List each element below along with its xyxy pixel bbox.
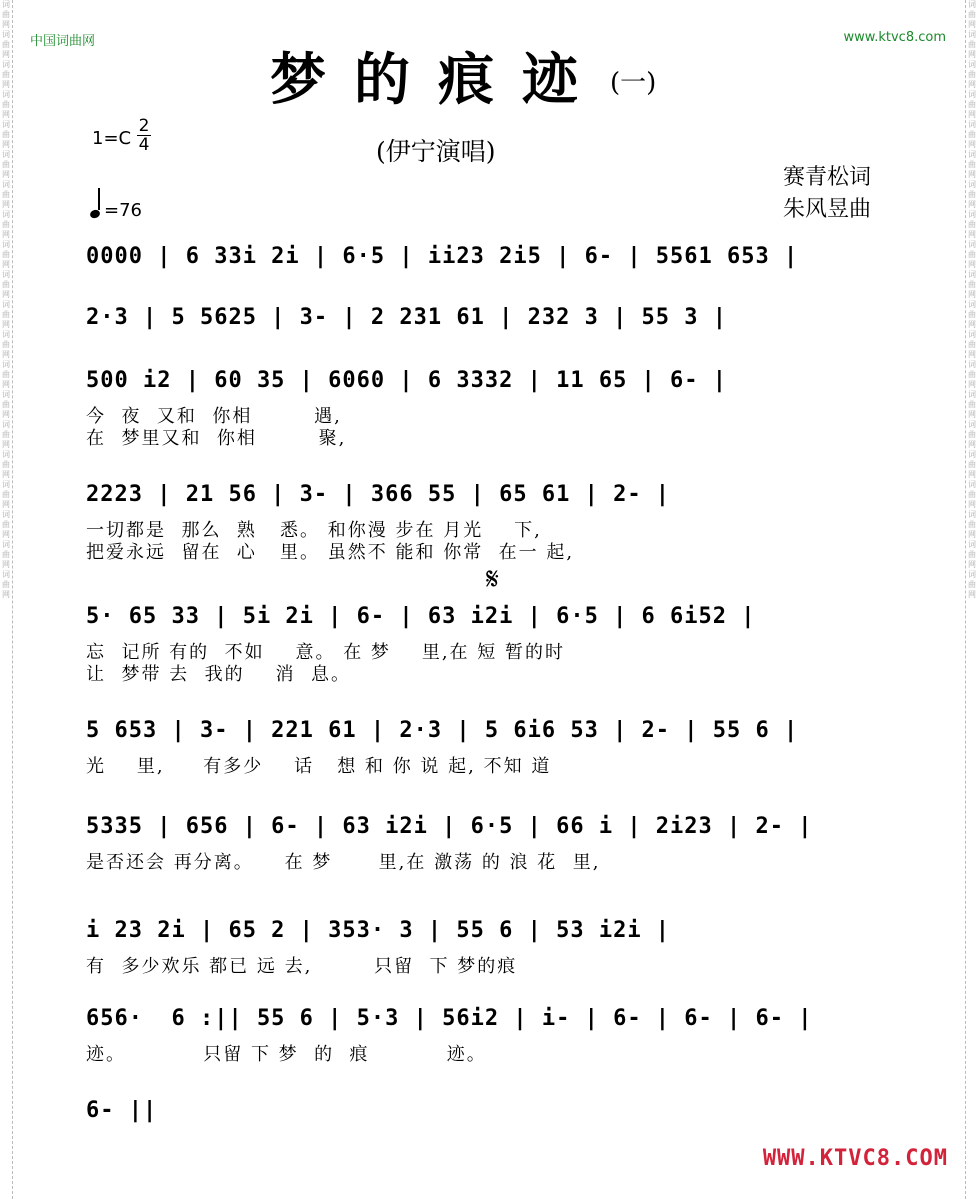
side-watermark-char: 词	[2, 90, 10, 99]
song-title: 梦的痕迹	[270, 47, 606, 113]
side-watermark-char: 网	[2, 50, 10, 59]
singer-credit: (伊宁演唱)	[376, 137, 496, 166]
side-watermark-char: 网	[2, 560, 10, 569]
side-watermark-char: 网	[2, 80, 10, 89]
side-watermark-char: 网	[968, 560, 976, 569]
side-watermark-char: 网	[2, 320, 10, 329]
side-watermark-char: 词	[2, 570, 10, 579]
side-watermark-char: 网	[968, 20, 976, 29]
side-watermark-char: 词	[2, 360, 10, 369]
side-watermark-char: 曲	[2, 550, 10, 559]
side-watermark-char: 网	[968, 110, 976, 119]
side-watermark-char: 词	[968, 450, 976, 459]
side-watermark-char: 曲	[968, 580, 976, 589]
side-watermark-char: 词	[2, 510, 10, 519]
side-watermark-char: 网	[2, 200, 10, 209]
side-watermark-char: 词	[968, 120, 976, 129]
side-watermark-char: 网	[968, 380, 976, 389]
side-watermark-char: 词	[968, 360, 976, 369]
side-watermark-char: 网	[968, 590, 976, 599]
notation-line: 500 i2 | 60 35 | 6060 | 6 3332 | 11 65 | 6- |	[86, 368, 728, 393]
side-watermark-char: 曲	[968, 400, 976, 409]
side-watermark-char: 网	[968, 290, 976, 299]
side-watermark-char: 网	[2, 590, 10, 599]
notation-line: 0000 | 6 33i 2i | 6·5 | ii23 2i5 | 6- | 5561 653 |	[86, 244, 799, 269]
side-watermark-char: 曲	[2, 130, 10, 139]
side-watermark-char: 网	[2, 350, 10, 359]
side-watermark-char: 词	[2, 30, 10, 39]
tempo-marking	[90, 194, 142, 221]
notation-line: 656· 6 :|| 55 6 | 5·3 | 56i2 | i- | 6- | 6- | 6- |	[86, 1006, 813, 1031]
side-watermark-char: 曲	[2, 280, 10, 289]
side-watermark-char: 词	[2, 0, 10, 9]
right-watermark-strip	[965, 0, 978, 1199]
side-watermark-char: 网	[2, 500, 10, 509]
side-watermark-char: 曲	[2, 580, 10, 589]
side-watermark-char: 曲	[968, 160, 976, 169]
side-watermark-char: 网	[2, 380, 10, 389]
side-watermark-char: 网	[968, 530, 976, 539]
side-watermark-char: 网	[2, 260, 10, 269]
side-watermark-char: 曲	[2, 340, 10, 349]
side-watermark-char: 词	[968, 0, 976, 9]
side-watermark-char: 网	[968, 260, 976, 269]
left-watermark-strip	[0, 0, 13, 1199]
side-watermark-char: 词	[968, 150, 976, 159]
side-watermark-char: 词	[968, 300, 976, 309]
side-watermark-char: 网	[968, 440, 976, 449]
side-watermark-char: 词	[968, 30, 976, 39]
side-watermark-char: 网	[968, 140, 976, 149]
side-watermark-char: 曲	[2, 520, 10, 529]
side-watermark-char: 词	[968, 90, 976, 99]
side-watermark-char: 词	[2, 120, 10, 129]
side-watermark-char: 网	[2, 440, 10, 449]
side-watermark-char: 曲	[968, 340, 976, 349]
side-watermark-char: 词	[2, 210, 10, 219]
side-watermark-char: 曲	[2, 40, 10, 49]
side-watermark-char: 曲	[968, 520, 976, 529]
side-watermark-char: 词	[968, 330, 976, 339]
side-watermark-char: 网	[968, 470, 976, 479]
side-watermark-char: 词	[2, 240, 10, 249]
side-watermark-char: 网	[2, 140, 10, 149]
side-watermark-char: 词	[2, 330, 10, 339]
side-watermark-char: 网	[2, 530, 10, 539]
side-watermark-char: 网	[2, 290, 10, 299]
notation-line: 2223 | 21 56 | 3- | 366 55 | 65 61 | 2- |	[86, 482, 671, 507]
side-watermark-char: 曲	[968, 430, 976, 439]
side-watermark-char: 网	[968, 170, 976, 179]
composer-credit: 朱风昱曲	[783, 197, 872, 222]
side-watermark-char: 词	[968, 270, 976, 279]
side-watermark-char: 网	[2, 470, 10, 479]
lyric-line: 把爱永远 留在 心 里。 虽然不 能和 你常 在一 起,	[86, 542, 575, 563]
lyric-line: 一切都是 那么 熟 悉。 和你漫 步在 月光 下,	[86, 520, 542, 541]
quarter-note-icon	[89, 209, 101, 220]
side-watermark-char: 网	[968, 50, 976, 59]
side-watermark-char: 曲	[968, 130, 976, 139]
side-watermark-char: 网	[968, 80, 976, 89]
side-watermark-char: 词	[968, 390, 976, 399]
lyric-line: 光 里, 有多少 话 想 和 你 说 起, 不知 道	[86, 756, 552, 777]
side-watermark-char: 网	[968, 200, 976, 209]
side-watermark-char: 词	[968, 180, 976, 189]
side-watermark-char: 曲	[968, 310, 976, 319]
side-watermark-char: 词	[968, 60, 976, 69]
lyric-line: 迹。 只留 下 梦 的 痕 迹。	[86, 1044, 487, 1065]
side-watermark-char: 网	[968, 500, 976, 509]
side-watermark-char: 网	[2, 230, 10, 239]
side-watermark-char: 网	[2, 410, 10, 419]
tempo-value: =76	[104, 200, 142, 221]
watermark-url: WWW.KTVC8.COM	[762, 1146, 948, 1171]
side-watermark-char: 曲	[968, 100, 976, 109]
lyric-line: 让 梦带 去 我的 消 息。	[86, 664, 351, 685]
site-url-right: www.ktvc8.com	[843, 30, 946, 45]
side-watermark-char: 网	[968, 350, 976, 359]
notation-line: 5335 | 656 | 6- | 63 i2i | 6·5 | 66 i | 2i23 | 2- |	[86, 814, 813, 839]
side-watermark-char: 曲	[2, 190, 10, 199]
key-signature: 1=C	[92, 128, 132, 149]
side-watermark-char: 曲	[2, 490, 10, 499]
time-signature-bottom: 4	[138, 135, 150, 155]
lyricist-credit: 赛青松词	[783, 165, 872, 190]
side-watermark-char: 曲	[968, 550, 976, 559]
side-watermark-char: 词	[2, 450, 10, 459]
side-watermark-char: 词	[2, 540, 10, 549]
site-name-left: 中国词曲网	[30, 34, 96, 49]
note-stem	[98, 188, 100, 210]
side-watermark-char: 网	[2, 20, 10, 29]
lyric-line: 在 梦里又和 你相 聚,	[86, 428, 347, 449]
lyric-line: 是否还会 再分离。 在 梦 里,在 激荡 的 浪 花 里,	[86, 852, 601, 873]
time-signature	[137, 117, 151, 154]
side-watermark-char: 曲	[2, 310, 10, 319]
side-watermark-char: 词	[2, 60, 10, 69]
side-watermark-char: 网	[2, 170, 10, 179]
side-watermark-char: 曲	[968, 280, 976, 289]
side-watermark-char: 曲	[2, 430, 10, 439]
side-watermark-char: 词	[2, 150, 10, 159]
side-watermark-char: 曲	[968, 10, 976, 19]
side-watermark-char: 曲	[2, 370, 10, 379]
side-watermark-char: 曲	[968, 40, 976, 49]
side-watermark-char: 曲	[2, 160, 10, 169]
notation-line: i 23 2i | 65 2 | 353· 3 | 55 6 | 53 i2i |	[86, 918, 671, 943]
side-watermark-char: 曲	[2, 460, 10, 469]
side-watermark-char: 网	[2, 110, 10, 119]
side-watermark-char: 网	[968, 410, 976, 419]
side-watermark-char: 词	[2, 480, 10, 489]
side-watermark-char: 曲	[2, 250, 10, 259]
side-watermark-char: 词	[968, 540, 976, 549]
side-watermark-char: 曲	[968, 460, 976, 469]
side-watermark-char: 曲	[968, 220, 976, 229]
side-watermark-char: 曲	[2, 70, 10, 79]
side-watermark-char: 曲	[2, 100, 10, 109]
segno-icon: 𝄋	[486, 562, 499, 597]
side-watermark-char: 词	[2, 300, 10, 309]
notation-line: 5 653 | 3- | 221 61 | 2·3 | 5 6i6 53 | 2- | 55 6 |	[86, 718, 799, 743]
notation-line: 2·3 | 5 5625 | 3- | 2 231 61 | 232 3 | 55 3 |	[86, 305, 728, 330]
side-watermark-char: 词	[2, 270, 10, 279]
side-watermark-char: 网	[968, 320, 976, 329]
side-watermark-char: 曲	[968, 190, 976, 199]
side-watermark-char: 词	[2, 180, 10, 189]
notation-line: 5· 65 33 | 5i 2i | 6- | 63 i2i | 6·5 | 6 6i52 |	[86, 604, 756, 629]
song-title-suffix: (一)	[610, 68, 657, 98]
lyric-line: 有 多少欢乐 都已 远 去, 只留 下 梦的痕	[86, 956, 518, 977]
notation-line: 6- ||	[86, 1098, 158, 1123]
side-watermark-char: 曲	[968, 490, 976, 499]
side-watermark-char: 曲	[968, 250, 976, 259]
side-watermark-char: 词	[968, 210, 976, 219]
lyric-line: 今 夜 又和 你相 遇,	[86, 406, 342, 427]
side-watermark-char: 曲	[2, 10, 10, 19]
side-watermark-char: 词	[968, 570, 976, 579]
side-watermark-char: 曲	[968, 70, 976, 79]
lyric-line: 忘 记所 有的 不如 意。 在 梦 里,在 短 暂的时	[86, 642, 565, 663]
side-watermark-char: 曲	[2, 220, 10, 229]
side-watermark-char: 曲	[968, 370, 976, 379]
side-watermark-char: 词	[968, 420, 976, 429]
time-signature-top: 2	[138, 116, 150, 136]
side-watermark-char: 词	[2, 390, 10, 399]
side-watermark-char: 词	[2, 420, 10, 429]
side-watermark-char: 词	[968, 240, 976, 249]
side-watermark-char: 词	[968, 510, 976, 519]
side-watermark-char: 网	[968, 230, 976, 239]
side-watermark-char: 词	[968, 480, 976, 489]
side-watermark-char: 曲	[2, 400, 10, 409]
